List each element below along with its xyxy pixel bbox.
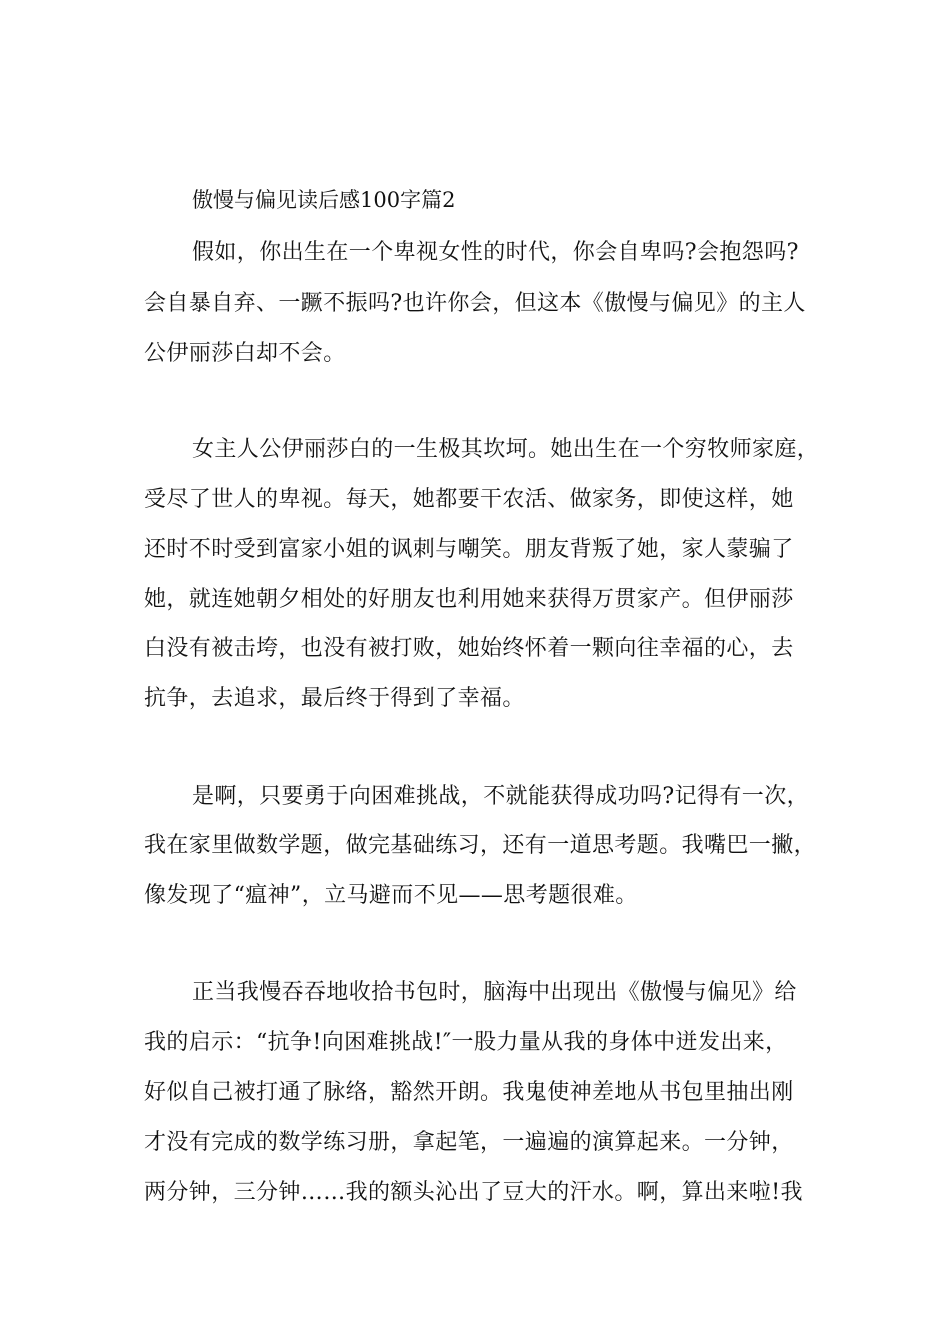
paragraph-4-line-5: 两分钟，三分钟……我的额头沁出了豆大的汗水。啊，算出来啦!我: [144, 1180, 803, 1205]
paragraph-2-line-6: 抗争，去追求，最后终于得到了幸福。: [144, 686, 525, 711]
paragraph-2-line-1: 女主人公伊丽莎白的一生极其坎坷。她出生在一个穷牧师家庭，: [192, 437, 820, 462]
paragraph-1-line-1: 假如，你出生在一个卑视女性的时代，你会自卑吗?会抱怨吗?: [192, 240, 799, 265]
paragraph-1-line-2: 会自暴自弃、一蹶不振吗?也许你会，但这本《傲慢与偏见》的主人: [144, 291, 806, 316]
paragraph-3-line-2: 我在家里做数学题，做完基础练习，还有一道思考题。我嘴巴一撇，: [144, 833, 817, 858]
paragraph-4-line-3: 好似自己被打通了脉络，豁然开朗。我鬼使神差地从书包里抽出刚: [144, 1080, 794, 1105]
section-heading: 傲慢与偏见读后感100字篇2: [192, 188, 456, 212]
paragraph-3-line-1: 是啊，只要勇于向困难挑战，不就能获得成功吗?记得有一次，: [192, 784, 809, 809]
paragraph-2-line-4: 她，就连她朝夕相处的好朋友也利用她来获得万贯家产。但伊丽莎: [144, 587, 794, 612]
paragraph-4-line-1: 正当我慢吞吞地收拾书包时，脑海中出现出《傲慢与偏见》给: [192, 980, 797, 1005]
paragraph-4-line-4: 才没有完成的数学练习册，拿起笔，一遍遍的演算起来。一分钟，: [144, 1130, 794, 1155]
paragraph-1-line-3: 公伊丽莎白却不会。: [144, 341, 346, 366]
paragraph-2-line-5: 白没有被击垮，也没有被打败，她始终怀着一颗向往幸福的心，去: [144, 636, 794, 661]
paragraph-3-line-3: 像发现了“瘟神”，立马避而不见——思考题很难。: [144, 883, 638, 908]
paragraph-2-line-3: 还时不时受到富家小姐的讽刺与嘲笑。朋友背叛了她，家人蒙骗了: [144, 537, 794, 562]
paragraph-4-line-2: 我的启示：“抗争!向困难挑战!″一股力量从我的身体中迸发出来，: [144, 1030, 788, 1055]
paragraph-2-line-2: 受尽了世人的卑视。每天，她都要干农活、做家务，即使这样，她: [144, 487, 794, 512]
